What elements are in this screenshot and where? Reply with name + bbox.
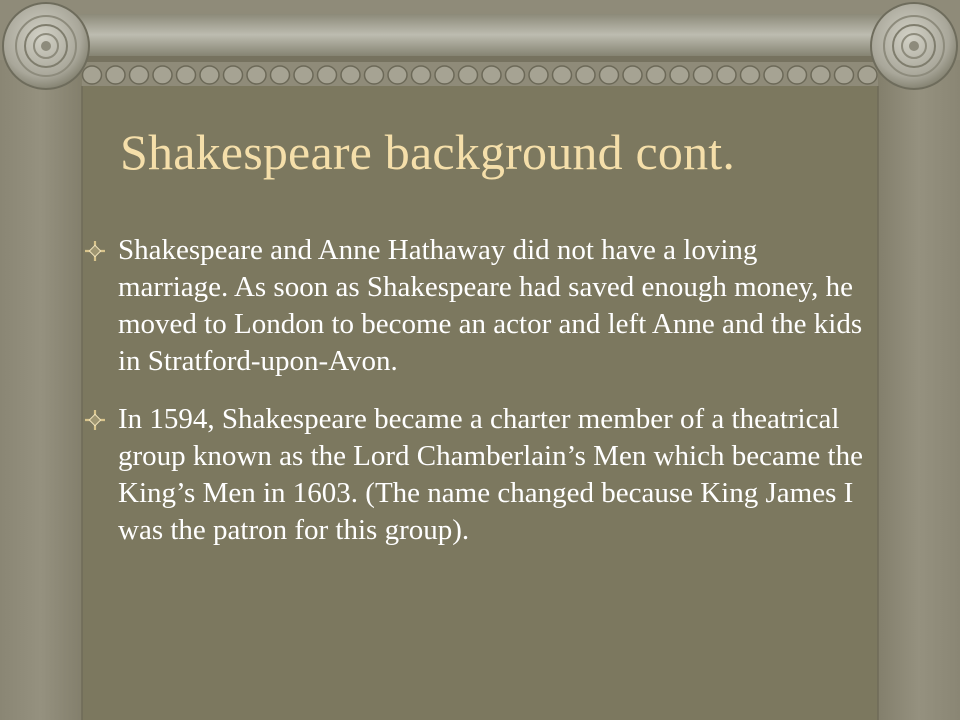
egg-ornament (459, 66, 478, 84)
right-pillar (878, 60, 960, 720)
egg-ornament (835, 66, 854, 84)
egg-ornament (341, 66, 360, 84)
bullet-text: In 1594, Shakespeare became a charter member of a theatrical group known as the Lord Chamberlain’s Men which became the King’s Men in 1603. (The name changed because King James I was the patron for this group). (118, 403, 863, 546)
egg-ornament (670, 66, 689, 84)
capital-beam (60, 14, 900, 60)
egg-ornament (717, 66, 736, 84)
left-scroll-ornament (3, 3, 89, 89)
egg-ornament (200, 66, 219, 84)
left-pillar (0, 60, 82, 720)
egg-ornament (130, 66, 149, 84)
slide-title: Shakespeare background cont. (120, 124, 736, 180)
bullet-text: Shakespeare and Anne Hathaway did not have a loving marriage. As soon as Shakespeare had saved enough money, he moved to London to become an actor and left Anne and the kids in Stratford-upon-Avon. (118, 234, 863, 377)
egg-ornament (294, 66, 313, 84)
plus-diamond-icon (84, 240, 106, 262)
egg-ornament (482, 66, 501, 84)
egg-ornament (553, 66, 572, 84)
egg-ornament (435, 66, 454, 84)
egg-molding (83, 66, 878, 84)
egg-ornament (647, 66, 666, 84)
egg-ornament (576, 66, 595, 84)
right-scroll-ornament (871, 3, 957, 89)
egg-ornament (83, 66, 102, 84)
egg-ornament (788, 66, 807, 84)
egg-ornament (764, 66, 783, 84)
egg-ornament (412, 66, 431, 84)
egg-ornament (506, 66, 525, 84)
egg-ornament (388, 66, 407, 84)
bullet-item (84, 232, 874, 380)
bullet-list (84, 232, 874, 570)
egg-ornament (177, 66, 196, 84)
bullet-item (84, 401, 874, 549)
egg-ornament (811, 66, 830, 84)
plus-diamond-icon (84, 409, 106, 431)
egg-ornament (694, 66, 713, 84)
egg-ornament (153, 66, 172, 84)
egg-ornament (247, 66, 266, 84)
egg-ornament (741, 66, 760, 84)
egg-ornament (318, 66, 337, 84)
egg-ornament (529, 66, 548, 84)
egg-ornament (623, 66, 642, 84)
egg-ornament (600, 66, 619, 84)
egg-ornament (224, 66, 243, 84)
egg-ornament (858, 66, 877, 84)
egg-ornament (365, 66, 384, 84)
egg-ornament (271, 66, 290, 84)
egg-ornament (106, 66, 125, 84)
